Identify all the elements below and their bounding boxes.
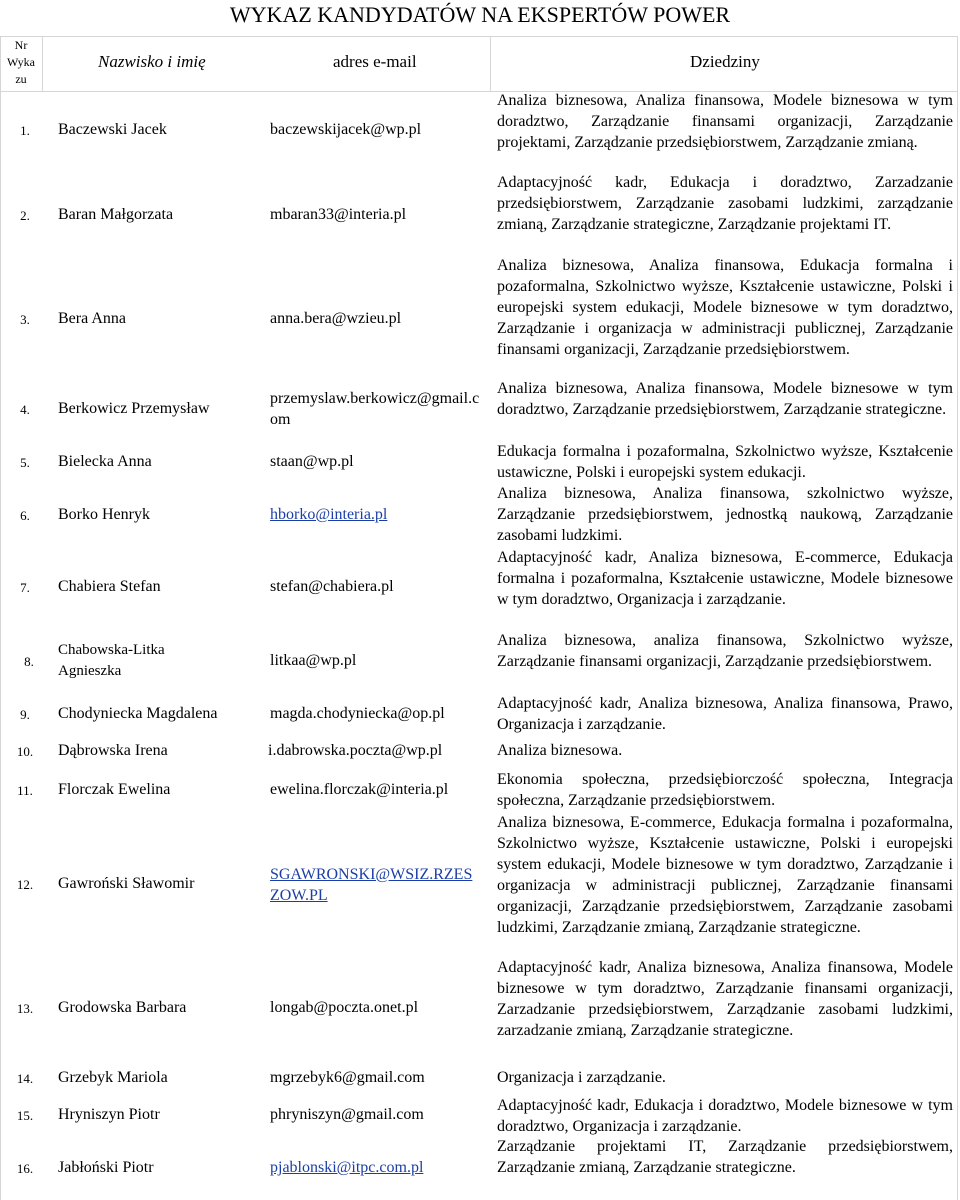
candidate-fields: Adaptacyjność kadr, Analiza biznesowa, Analiza finansowa, Prawo, Organizacja i zarządzanie. bbox=[497, 695, 953, 733]
candidate-fields: Zarządzanie projektami IT, Zarządzanie przedsiębiorstwem, Zarządzanie zmianą, Zarządzanie strategiczne. bbox=[497, 1138, 953, 1176]
row-number: 5. bbox=[20, 455, 30, 470]
candidate-fields: Analiza biznesowa, Analiza finansowa, Edukacja formalna i pozaformalna, Szkolnictwo wyższe, Kształcenie ustawiczne, Polski i europejski system edukacji, Modele biznesowe w tym doradztwo, Zarządzanie i organizacja w administracji publicznej, Zarządzanie finansami organizacji, Zarządzanie przedsiębiorstwem. bbox=[497, 257, 953, 358]
candidate-email[interactable]: ewelina.florczak@interia.pl bbox=[270, 781, 449, 798]
row-number: 6. bbox=[20, 508, 30, 523]
candidate-email[interactable]: magda.chodyniecka@op.pl bbox=[270, 705, 445, 722]
candidate-name: Chabowska-Litka Agnieszka bbox=[58, 642, 165, 679]
candidate-name: Chodyniecka Magdalena bbox=[58, 705, 218, 722]
candidate-email[interactable]: mgrzebyk6@gmail.com bbox=[270, 1069, 425, 1086]
header-name: Nazwisko i imię bbox=[98, 52, 206, 71]
header-divider-email bbox=[490, 36, 491, 92]
candidate-fields: Adaptacyjność kadr, Edukacja i doradztwo, Modele biznesowe w tym doradztwo, Organizacja i zarządzanie. bbox=[497, 1097, 953, 1135]
candidate-email-link[interactable]: pjablonski@itpc.com.pl bbox=[270, 1159, 424, 1176]
candidate-name: Borko Henryk bbox=[58, 506, 150, 523]
candidate-email[interactable]: mbaran33@interia.pl bbox=[270, 206, 407, 223]
candidate-fields: Analiza biznesowa, Analiza finansowa, Modele biznesowa w tym doradztwo, Zarządzanie finansami organizacji, Zarządzanie projektami, Zarządzanie przedsiębiorstwem, Zarządzanie zmianą. bbox=[497, 92, 953, 151]
candidate-name: Dąbrowska Irena bbox=[58, 742, 168, 759]
candidate-fields: Analiza biznesowa, Analiza finansowa, szkolnictwo wyższe, Zarządzanie przedsiębiorstwem, jednostką naukową, Zarządzanie zasobami ludzkimi. bbox=[497, 485, 953, 544]
header-nr: Nr Wyka zu bbox=[7, 38, 35, 86]
row-number: 9. bbox=[20, 707, 30, 722]
candidate-name: Gawroński Sławomir bbox=[58, 875, 195, 892]
candidate-name: Chabiera Stefan bbox=[58, 578, 161, 595]
candidate-name: Grodowska Barbara bbox=[58, 999, 187, 1016]
candidate-email[interactable]: przemyslaw.berkowicz@gmail.com bbox=[270, 390, 480, 428]
candidate-email[interactable]: staan@wp.pl bbox=[270, 453, 354, 470]
row-number: 1. bbox=[20, 123, 30, 138]
row-number: 13. bbox=[16, 1001, 34, 1016]
row-number: 12. bbox=[16, 877, 34, 892]
candidate-email-link[interactable]: hborko@interia.pl bbox=[270, 506, 388, 523]
candidate-fields: Analiza biznesowa, E-commerce, Edukacja formalna i pozaformalna, Szkolnictwo wyższe, Kształcenie ustawiczne, Polski i europejski system edukacji, Modele biznesowe w tym doradztwo, Zarządzanie i organizacja w administracji publicznej, Zarządzanie finansami organizacji, Zarządzanie przedsiębiorstwem, Zarządzanie zasobami ludzkimi, Zarządzanie zmianą, Zarządzanie strategiczne. bbox=[497, 814, 953, 936]
candidate-email[interactable]: phryniszyn@gmail.com bbox=[270, 1106, 424, 1123]
row-number: 8. bbox=[24, 654, 34, 669]
candidate-email-link[interactable]: SGAWRONSKI@WSIZ.RZESZOW.PL bbox=[270, 866, 473, 904]
row-number: 7. bbox=[20, 580, 30, 595]
row-number: 16. bbox=[16, 1161, 34, 1176]
header-dziedziny: Dziedziny bbox=[690, 52, 760, 71]
candidate-fields: Adaptacyjność kadr, Analiza biznesowa, Analiza finansowa, Modele biznesowe w tym doradztwo, Zarządzanie finansami organizacji, Zarzadzanie przedsiębiorstwem, Zarządzanie zasobami ludzkimi, zarzadzanie zmianą, Zarządzanie strategiczne. bbox=[497, 959, 953, 1039]
candidate-name: Jabłoński Piotr bbox=[58, 1159, 154, 1176]
row-number: 4. bbox=[20, 402, 30, 417]
row-number: 14. bbox=[16, 1071, 34, 1086]
candidate-email[interactable]: longab@poczta.onet.pl bbox=[270, 999, 419, 1016]
row-number: 15. bbox=[16, 1108, 34, 1123]
candidate-fields: Edukacja formalna i pozaformalna, Szkolnictwo wyższe, Kształcenie ustawiczne, Polski i europejski system edukacji. bbox=[497, 443, 953, 481]
candidate-name: Bera Anna bbox=[58, 310, 126, 327]
candidate-fields: Analiza biznesowa, Analiza finansowa, Modele biznesowe w tym doradztwo, Zarządzanie przedsiębiorstwem, Zarządzanie strategiczne. bbox=[497, 380, 953, 418]
row-number: 2. bbox=[20, 208, 30, 223]
candidate-email[interactable]: i.dabrowska.poczta@wp.pl bbox=[268, 742, 443, 759]
candidate-name: Bielecka Anna bbox=[58, 453, 152, 470]
candidate-fields: Adaptacyjność kadr, Analiza biznesowa, E-commerce, Edukacja formalna i pozaformalna, Kształcenie ustawiczne, Modele biznesowe w tym doradztwo, Organizacja i zarządzanie. bbox=[497, 549, 953, 608]
candidate-name: Hryniszyn Piotr bbox=[58, 1106, 160, 1123]
candidate-fields: Organizacja i zarządzanie. bbox=[497, 1069, 666, 1086]
row-number: 10. bbox=[16, 744, 34, 759]
candidate-email[interactable]: stefan@chabiera.pl bbox=[270, 578, 394, 595]
candidate-name: Grzebyk Mariola bbox=[58, 1069, 168, 1086]
document-title: WYKAZ KANDYDATÓW NA EKSPERTÓW POWER bbox=[229, 2, 731, 27]
candidate-name: Florczak Ewelina bbox=[58, 781, 171, 798]
candidate-fields: Adaptacyjność kadr, Edukacja i doradztwo, Zarzadzanie przedsiębiorstwem, Zarządzanie zasobami ludzkimi, zarządzanie zmianą, Zarządzanie strategiczne, Zarządzanie projektami IT. bbox=[497, 174, 953, 233]
row-number: 3. bbox=[20, 312, 30, 327]
table-top-border bbox=[0, 36, 958, 37]
table-right-border bbox=[957, 36, 958, 1200]
candidate-fields: Ekonomia społeczna, przedsiębiorczość społeczna, Integracja społeczna, Zarządzanie przedsiębiorstwem. bbox=[497, 771, 953, 809]
candidate-email[interactable]: anna.bera@wzieu.pl bbox=[270, 310, 402, 327]
header-divider-nr bbox=[42, 36, 43, 92]
header-email: adres e-mail bbox=[333, 52, 417, 71]
candidate-name: Baran Małgorzata bbox=[58, 206, 174, 223]
candidate-email[interactable]: baczewskijacek@wp.pl bbox=[270, 121, 422, 138]
candidate-fields: Analiza biznesowa, analiza finansowa, Szkolnictwo wyższe, Zarządzanie finansami organizacji, Zarządzanie przedsiębiorstwem. bbox=[497, 632, 953, 670]
candidate-fields: Analiza biznesowa. bbox=[497, 742, 623, 759]
candidate-email[interactable]: litkaa@wp.pl bbox=[270, 652, 357, 669]
row-number: 11. bbox=[17, 783, 33, 798]
candidate-name: Berkowicz Przemysław bbox=[58, 400, 210, 417]
candidate-name: Baczewski Jacek bbox=[58, 121, 167, 138]
